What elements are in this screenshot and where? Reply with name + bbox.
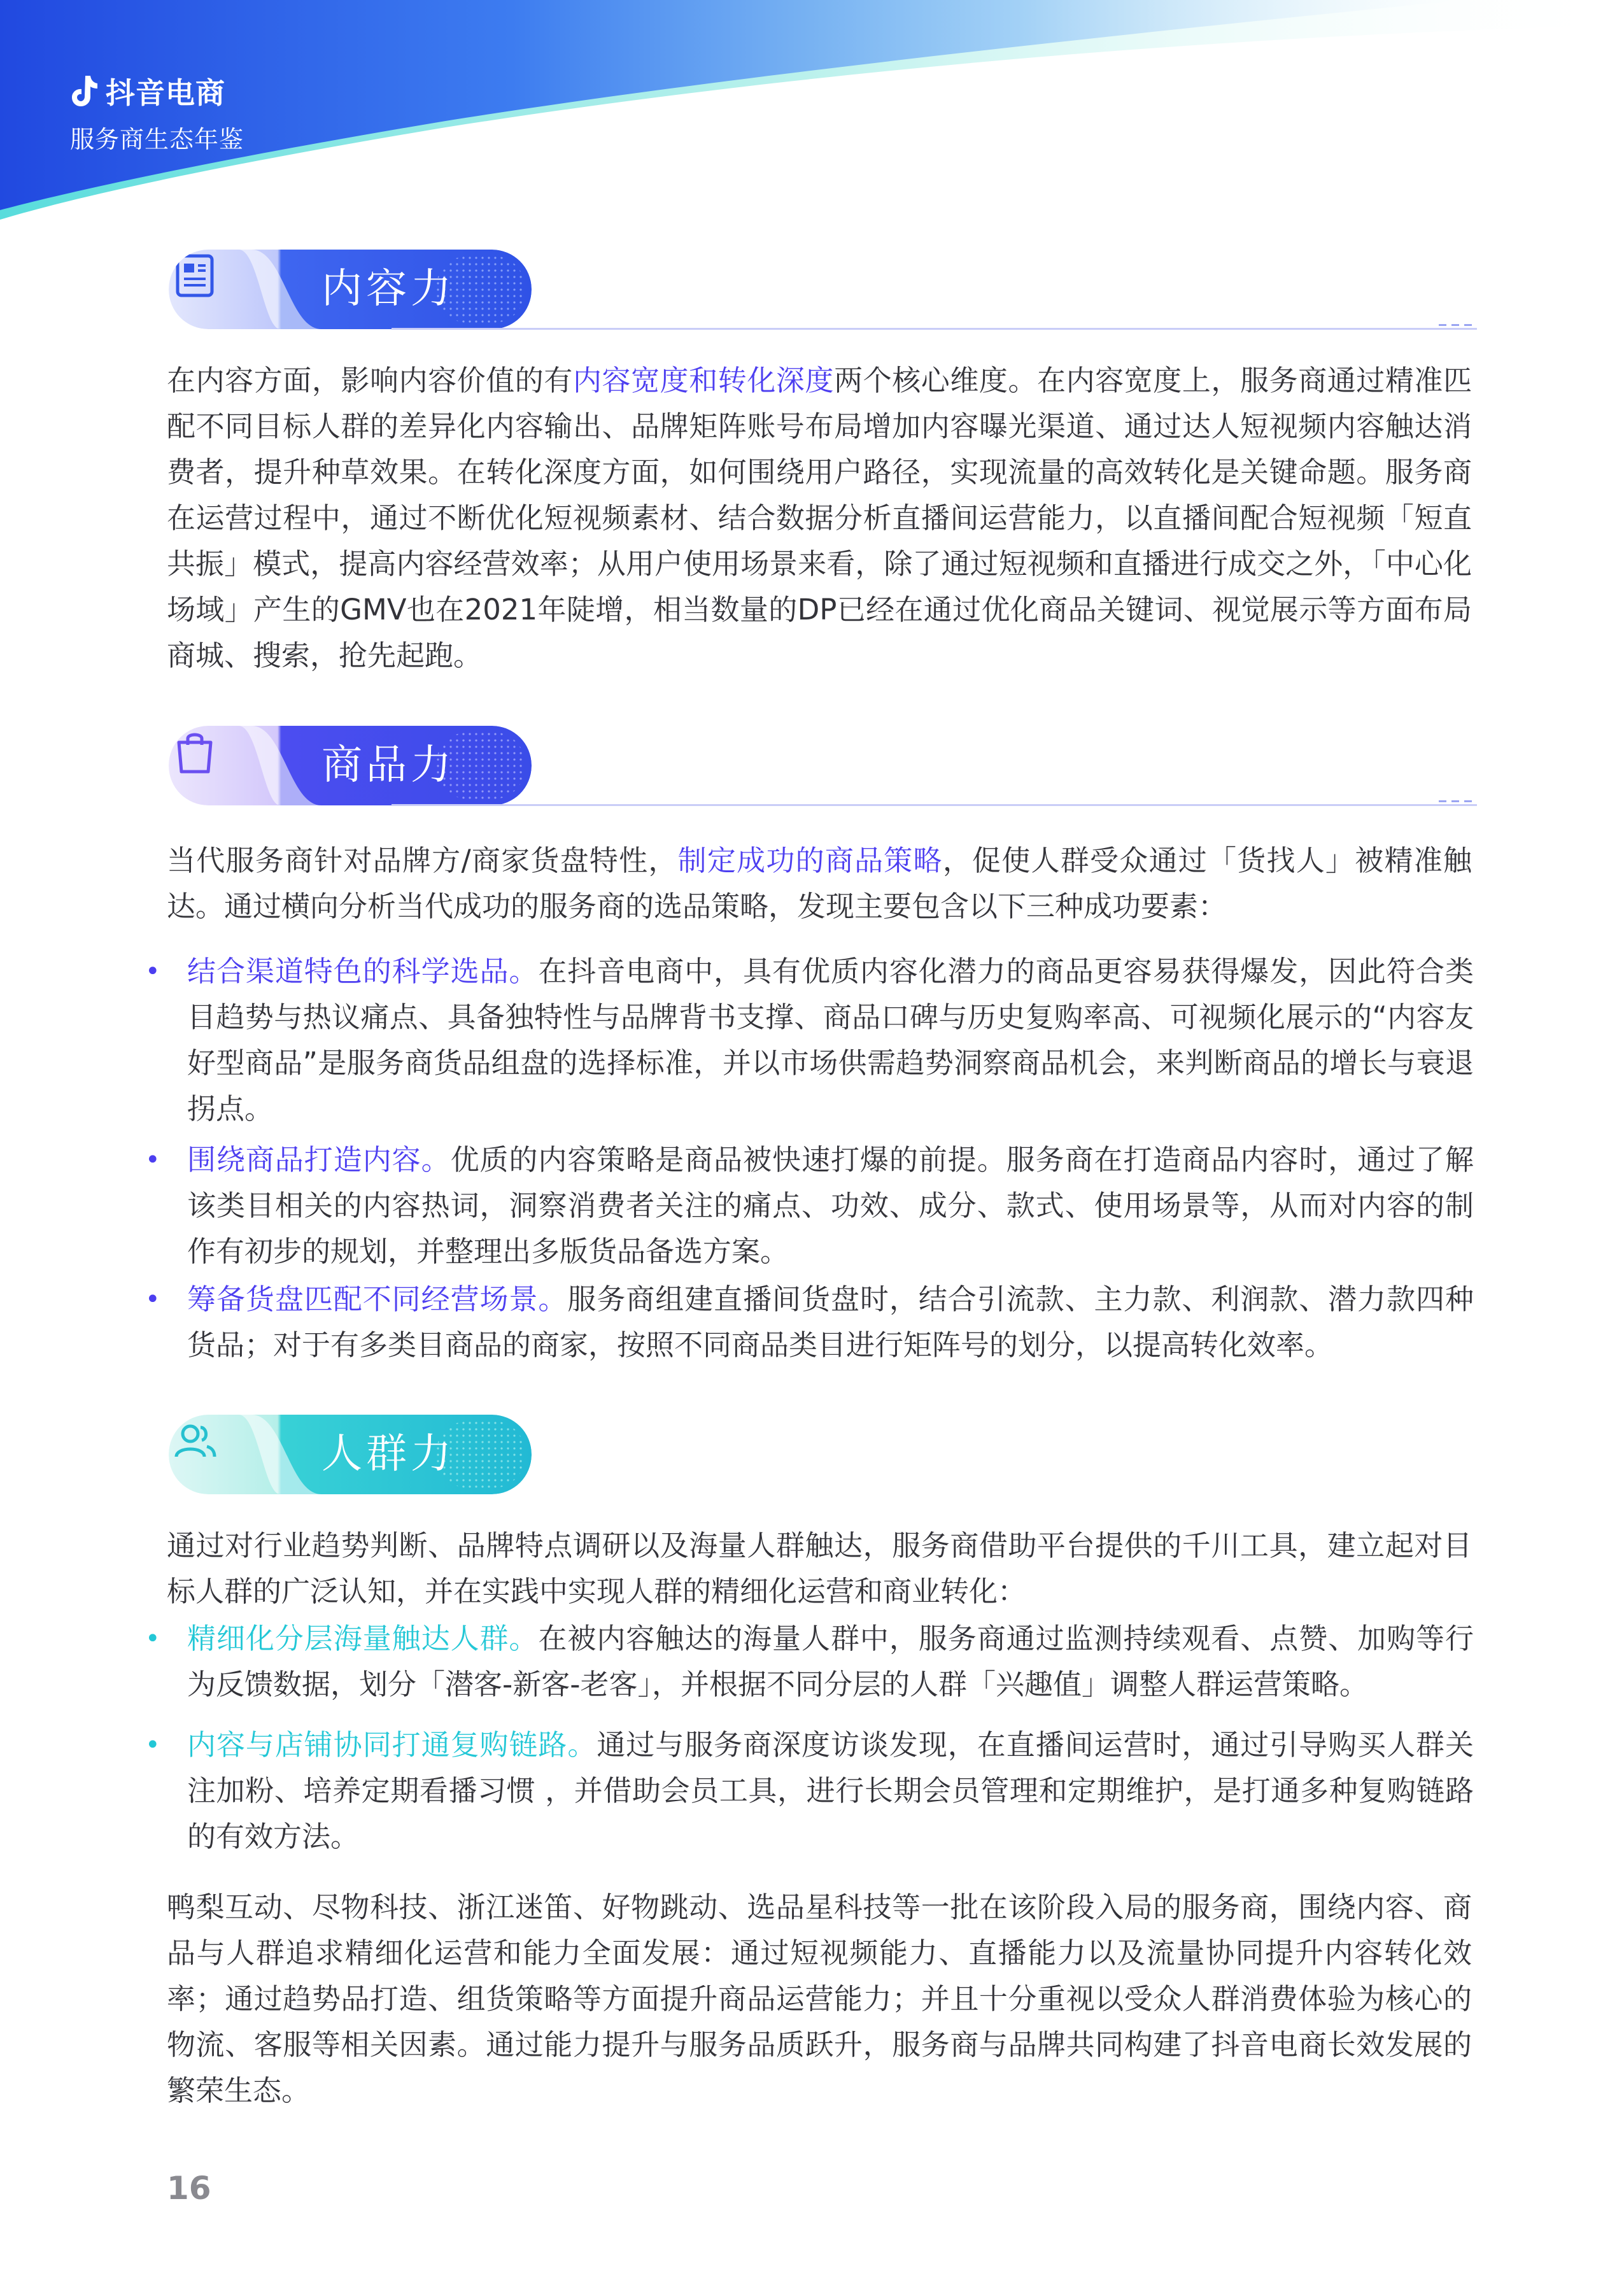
section-divider-dash bbox=[1439, 800, 1477, 802]
bullet-lead: 结合渠道特色的科学选品。 bbox=[187, 954, 539, 988]
users-icon bbox=[169, 1415, 221, 1467]
bullet-icon: • bbox=[145, 1730, 160, 1760]
list-item: • 内容与店铺协同打通复购链路。通过与服务商深度访谈发现，在直播间运营时，通过引导购买人群关注加粉、培养定期看播习惯 ，并借助会员工具，进行长期会员管理和定期维护，是打通多种复购链路的有效方法。 bbox=[140, 1722, 1474, 1860]
page-number: 16 bbox=[167, 2170, 211, 2207]
product-highlight: 制定成功的商品策略 bbox=[677, 844, 943, 877]
section-title: 商品力 bbox=[321, 742, 455, 789]
audience-intro: 通过对行业趋势判断、品牌特点调研以及海量人群触达，服务商借助平台提供的千川工具，建立起对目标人群的广泛认知，并在实践中实现人群的精细化运营和商业转化： bbox=[167, 1529, 1472, 1608]
section-divider bbox=[392, 804, 1477, 806]
list-item: • 结合渠道特色的科学选品。在抖音电商中，具有优质内容化潜力的商品更容易获得爆发，因此符合类目趋势与热议痛点、具备独特性与品牌背书支撑、商品口碑与历史复购率高、可视频化展示的“内容友好型商品”是服务商货品组盘的选择标准，并以市场供需趋势洞察商品机会，来判断商品的增长与衰退拐点。 bbox=[140, 949, 1474, 1132]
bullet-lead: 围绕商品打造内容。 bbox=[187, 1143, 451, 1177]
brand-block bbox=[70, 70, 244, 155]
brand-name: 抖音电商 bbox=[106, 76, 225, 110]
document-icon bbox=[169, 250, 221, 302]
list-item: • 围绕商品打造内容。优质的内容策略是商品被快速打爆的前提。服务商在打造商品内容时，通过了解该类目相关的内容热词，洞察消费者关注的痛点、功效、成分、款式、使用场景等，从而对内容的制作有初步的规划，并整理出多版货品备选方案。 bbox=[140, 1137, 1474, 1275]
list-item: • 精细化分层海量触达人群。在被内容触达的海量人群中，服务商通过监测持续观看、点赞、加购等行为反馈数据，划分「潜客-新客-老客」，并根据不同分层的人群「兴趣值」调整人群运营策略。 bbox=[140, 1616, 1474, 1708]
section-pill bbox=[169, 250, 532, 329]
section-title: 内容力 bbox=[321, 265, 455, 313]
douyin-logo-icon bbox=[70, 73, 99, 109]
product-intro: 当代服务商针对品牌方/商家货盘特性，制定成功的商品策略，促使人群受众通过「货找人」被精准触达。通过横向分析当代成功的服务商的选品策略，发现主要包含以下三种成功要素： bbox=[167, 844, 1472, 923]
bullet-lead: 内容与店铺协同打通复购链路。 bbox=[187, 1728, 597, 1762]
section-pill bbox=[169, 1415, 532, 1494]
section-header-audience bbox=[169, 1415, 1477, 1494]
content-highlight: 内容宽度和转化深度 bbox=[572, 364, 835, 397]
section-title: 人群力 bbox=[321, 1431, 455, 1478]
section-divider-dash bbox=[1439, 324, 1477, 326]
bullet-icon: • bbox=[145, 957, 160, 986]
section-pill bbox=[169, 726, 532, 805]
bullet-icon: • bbox=[145, 1145, 160, 1175]
section-header-content bbox=[169, 250, 1477, 329]
closing-paragraph: 鸭梨互动、尽物科技、浙江迷笛、好物跳动、选品星科技等一批在该阶段入局的服务商，围绕内容、商品与人群追求精细化运营和能力全面发展：通过短视频能力、直播能力以及流量协同提升内容转化效率；通过趋势品打造、组货策略等方面提升商品运营能力；并且十分重视以受众人群消费体验为核心的物流、客服等相关因素。通过能力提升与服务品质跃升，服务商与品牌共同构建了抖音电商长效发展的繁荣生态。 bbox=[167, 1890, 1472, 2107]
bullet-icon: • bbox=[145, 1624, 160, 1653]
report-subtitle: 服务商生态年鉴 bbox=[70, 125, 244, 153]
bullet-icon: • bbox=[145, 1285, 160, 1314]
section-header-product bbox=[169, 726, 1477, 805]
bullet-lead: 精细化分层海量触达人群。 bbox=[187, 1622, 539, 1655]
content-paragraph: 在内容方面，影响内容价值的有内容宽度和转化深度两个核心维度。在内容宽度上，服务商通过精准匹配不同目标人群的差异化内容输出、品牌矩阵账号布局增加内容曝光渠道、通过达人短视频内容触达消费者，提升种草效果。在转化深度方面，如何围绕用户路径，实现流量的高效转化是关键命题。服务商在运营过程中，通过不断优化短视频素材、结合数据分析直播间运营能力，以直播间配合短视频「短直共振」模式，提高内容经营效率；从用户使用场景来看，除了通过短视频和直播进行成交之外，「中心化场域」产生的GMV也在2021年陡增，相当数量的DP已经在通过优化商品关键词、视觉展示等方面布局商城、搜索，抢先起跑。 bbox=[167, 364, 1472, 672]
list-item: • 筹备货盘匹配不同经营场景。服务商组建直播间货盘时，结合引流款、主力款、利润款、潜力款四种货品；对于有多类目商品的商家，按照不同商品类目进行矩阵号的划分，以提高转化效率。 bbox=[140, 1277, 1474, 1368]
shopping-bag-icon bbox=[169, 726, 221, 778]
bullet-lead: 筹备货盘匹配不同经营场景。 bbox=[187, 1282, 568, 1316]
section-divider bbox=[392, 328, 1477, 330]
